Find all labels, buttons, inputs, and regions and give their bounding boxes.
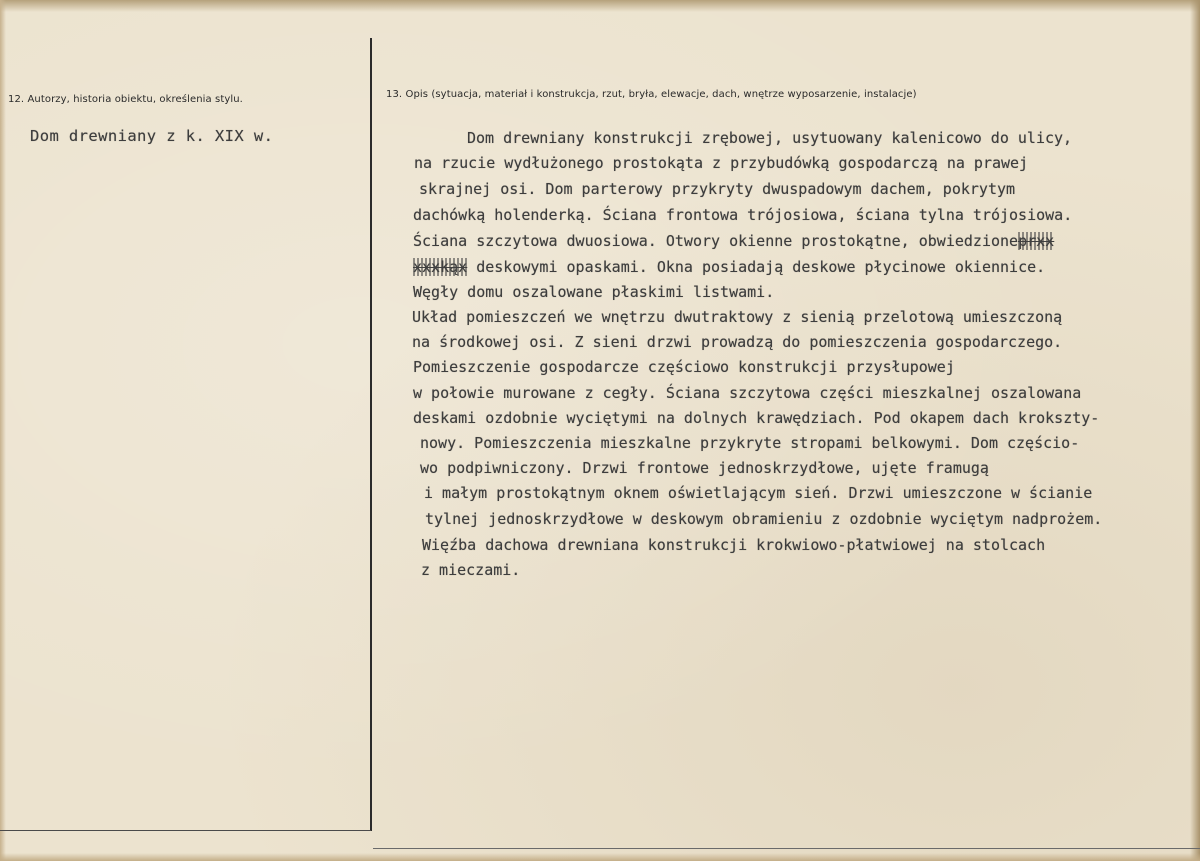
description-line: dachówką holenderką. Ściana frontowa trójosiowa, ściana tylna trójosiowa. [413,206,1073,224]
paper-edge-top [0,0,1200,12]
paper-edge-bottom [0,853,1200,861]
field-12-value: Dom drewniany z k. XIX w. [30,127,274,145]
description-line: Dom drewniany konstrukcji zrębowej, usytuowany kalenicowo do ulicy, [467,129,1073,147]
description-line-with-strikeout [413,258,1045,276]
description-line: Układ pomieszczeń we wnętrzu dwutraktowy z sienią przelotową umieszczoną [412,308,1063,326]
description-line: deskami ozdobnie wyciętymi na dolnych krawędziach. Pod okapem dach krokszty- [413,409,1100,427]
description-line-text: deskowymi opaskami. Okna posiadają deskowe płycinowe okiennice. [476,258,1046,276]
description-line-with-strikeout [413,232,1054,250]
paper-edge-right [1190,0,1200,861]
bottom-rule-left [0,830,371,831]
paper-edge-left [0,0,6,861]
description-line: Pomieszczenie gospodarcze częściowo konstrukcji przysłupowej [413,358,955,376]
struck-out-text: prxx [1018,232,1055,250]
description-line: tylnej jednoskrzydłowe w deskowym obramieniu z ozdobnie wyciętym nadprożem. [425,510,1103,528]
description-line: z mieczami. [421,561,521,579]
struck-out-text: xxxkąx [413,258,468,276]
description-line: Więźba dachowa drewniana konstrukcji krokwiowo-płatwiowej na stolcach [422,536,1046,554]
description-line: nowy. Pomieszczenia mieszkalne przykryte stropami belkowymi. Dom częścio- [420,434,1080,452]
description-line: skrajnej osi. Dom parterowy przykryty dwuspadowym dachem, pokrytym [419,180,1016,198]
description-line-text: Ściana szczytowa dwuosiowa. Otwory okienne prostokątne, obwiedzione [413,232,1019,250]
description-line: na środkowej osi. Z sieni drzwi prowadzą do pomieszczenia gospodarczego. [412,333,1063,351]
description-line: w połowie murowane z cegły. Ściana szczytowa części mieszkalnej oszalowana [413,384,1082,402]
description-line: Węgły domu oszalowane płaskimi listwami. [413,283,775,301]
field-12-label: 12. Autorzy, historia obiektu, określenia stylu. [8,94,243,105]
description-line: wo podpiwniczony. Drzwi frontowe jednoskrzydłowe, ujęte framugą [420,459,989,477]
description-line: i małym prostokątnym oknem oświetlającym sień. Drzwi umieszczone w ścianie [424,484,1093,502]
description-line: na rzucie wydłużonego prostokąta z przybudówką gospodarczą na prawej [414,154,1029,172]
field-13-label: 13. Opis (sytuacja, materiał i konstrukcja, rzut, bryła, elewacje, dach, wnętrze wyposarzenie, instalacje) [386,89,917,100]
bottom-rule-right [373,848,1200,849]
column-divider [370,38,372,831]
